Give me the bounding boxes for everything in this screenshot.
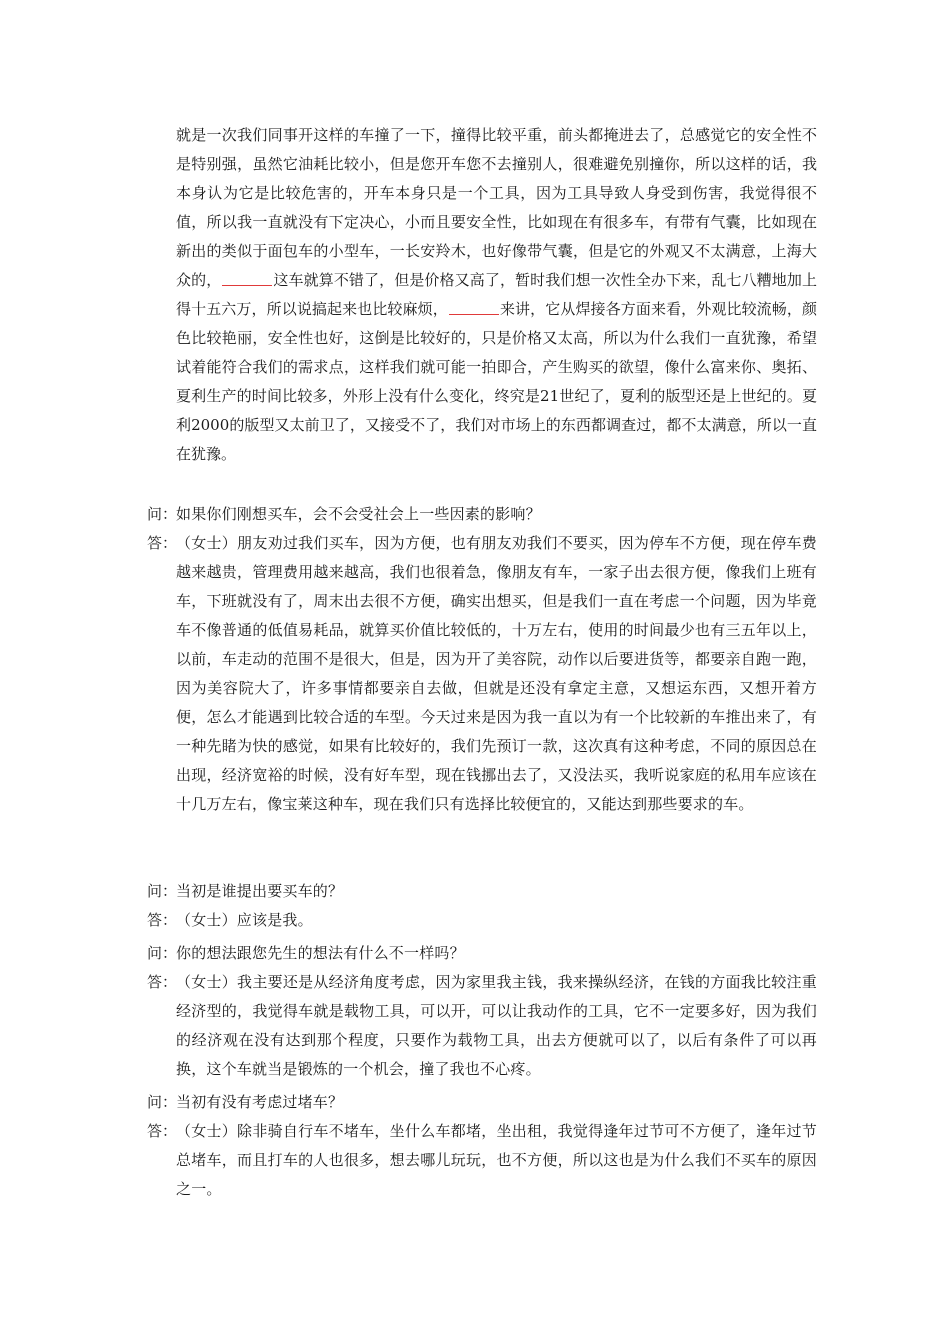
qa-block-1 xyxy=(147,500,817,819)
continuation-paragraph xyxy=(176,121,817,469)
question-1 xyxy=(147,500,817,529)
question-text: 如果你们刚想买车，会不会受社会上一些因素的影响？ xyxy=(176,505,541,523)
answer-text: （女士）朋友劝过我们买车，因为方便，也有朋友劝我们不要买，因为停车不方便，现在停车费越来越贵，管理费用越来越高，我们也很着急，像朋友有车，一家子出去很方便，像我们上班有车，下班就没有了，周末出去很不方便，确实出想买，但是我们一直在考虑一个问题，因为毕竟车不像普通的低值易耗品，就算买价值比较低的，十万左右，使用的时间最少也有三五年以上，以前，车走动的范围不是很大，但是，因为开了美容院，动作以后要进货等，都要亲自跑一跑，因为美容院大了，许多事情都要亲自去做，但就是还没有拿定主意，又想运东西，又想开着方便，怎么才能遇到比较合适的车型。今天过来是因为我一直以为有一个比较新的车推出来了，有一种先睹为快的感觉，如果有比较好的，我们先预订一款，这次真有这种考虑，不同的原因总在出现，经济宽裕的时候，没有好车型，现在钱挪出去了，又没法买，我听说家庭的私用车应该在十几万左右，像宝莱这种车，现在我们只有选择比较便宜的，又能达到那些要求的车。 xyxy=(176,534,817,813)
continuation-block xyxy=(147,121,817,469)
question-3 xyxy=(147,939,817,968)
qa-block-3 xyxy=(147,939,817,1084)
answer-2 xyxy=(147,906,817,935)
answer-4 xyxy=(147,1117,817,1204)
qa-block-4 xyxy=(147,1088,817,1204)
fill-in-blank-2 xyxy=(449,298,499,315)
question-label: 问： xyxy=(147,505,178,523)
answer-text: （女士）应该是我。 xyxy=(176,911,313,929)
question-text: 你的想法跟您先生的想法有什么不一样吗？ xyxy=(176,944,465,962)
question-4 xyxy=(147,1088,817,1117)
question-label: 问： xyxy=(147,944,178,962)
continuation-text-part1: 就是一次我们同事开这样的车撞了一下，撞得比较平重，前头都掩进去了，总感觉它的安全性不是特别强，虽然它油耗比较小，但是您开车您不去撞别人，很难避免别撞你，所以这样的话，我本身认为它是比较危害的，开车本身只是一个工具，因为工具导致人身受到伤害，我觉得很不值，所以我一直就没有下定决心，小而且要安全性，比如现在有很多车，有带有气囊，比如现在新出的类似于面包车的小型车，一长安羚木，也好像带气囊，但是它的外观又不太满意，上海大众的， xyxy=(176,126,817,289)
answer-1 xyxy=(147,529,817,819)
question-label: 问： xyxy=(147,1093,178,1111)
answer-label: 答： xyxy=(147,973,178,991)
answer-text: （女士）除非骑自行车不堵车，坐什么车都堵，坐出租，我觉得逢年过节可不方便了，逢年过节总堵车，而且打车的人也很多，想去哪儿玩玩，也不方便，所以这也是为什么我们不买车的原因之一。 xyxy=(176,1122,817,1198)
fill-in-blank-1 xyxy=(222,269,272,286)
question-label: 问： xyxy=(147,882,178,900)
question-text: 当初有没有考虑过堵车？ xyxy=(176,1093,344,1111)
answer-label: 答： xyxy=(147,911,178,929)
answer-label: 答： xyxy=(147,534,178,552)
qa-block-2 xyxy=(147,877,817,935)
question-text: 当初是谁提出要买车的？ xyxy=(176,882,344,900)
continuation-text-part3: 来讲，它从焊接各方面来看，外观比较流畅，颜色比较艳丽，安全性也好，这倒是比较好的，只是价格又太高，所以为什么我们一直犹豫，希望试着能符合我们的需求点，这样我们就可能一拍即合，产生购买的欲望，像什么富来你、奥拓、夏利生产的时间比较多，外形上没有什么变化，终究是21世纪了，夏利的版型还是上世纪的。夏利2000的版型又太前卫了，又接受不了，我们对市场上的东西都调查过，都不太满意，所以一直在犹豫。 xyxy=(176,300,817,463)
continuation-text-part2: 这车就算不错了，但是价格又高了，暂时我们想一次性全办下来，乱七八糟地加上得十五六万，所以说搞起来也比较麻烦， xyxy=(176,271,817,318)
answer-text: （女士）我主要还是从经济角度考虑，因为家里我主钱，我来操纵经济，在钱的方面我比较注重经济型的，我觉得车就是载物工具，可以开，可以让我动作的工具，它不一定要多好，因为我们的经济观在没有达到那个程度，只要作为载物工具，出去方便就可以了，以后有条件了可以再换，这个车就当是锻炼的一个机会，撞了我也不心疼。 xyxy=(176,973,817,1078)
answer-label: 答： xyxy=(147,1122,178,1140)
answer-3 xyxy=(147,968,817,1084)
question-2 xyxy=(147,877,817,906)
